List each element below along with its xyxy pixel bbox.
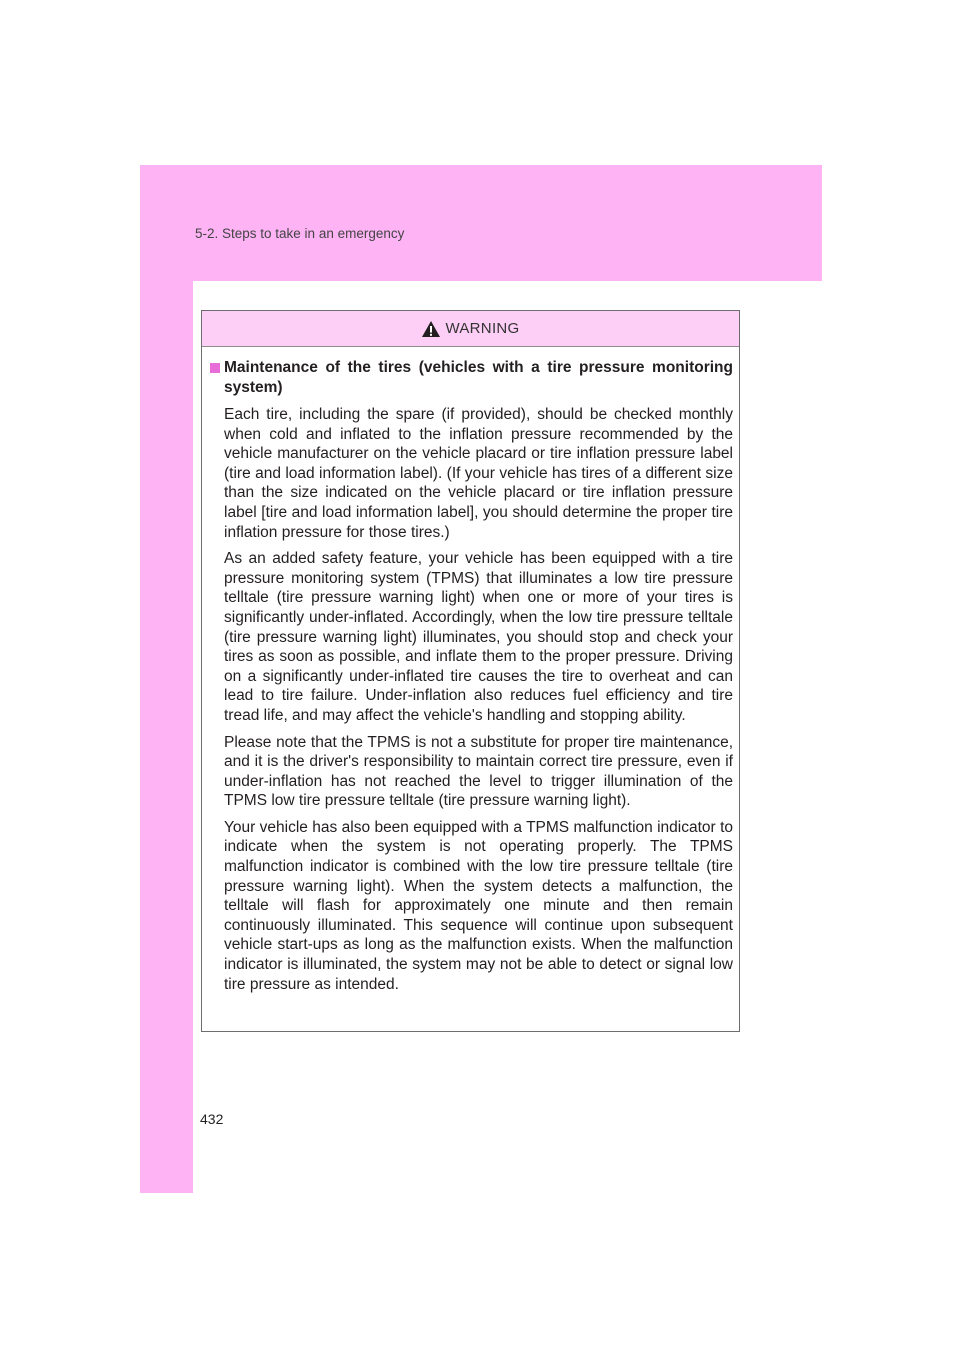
warning-paragraph: Please note that the TPMS is not a substitute for proper tire maintenance, and it is the driver's responsibility to maintain correct tire pressure, even if under-inflation has not reached the level to trigger illumination of the TPMS low tire pressure telltale (tire pressure warning light). — [224, 733, 733, 810]
warning-paragraph: Each tire, including the spare (if provided), should be checked monthly when cold and inflated to the inflation pressure recommended by the vehicle manufacturer on the vehicle placard or tire inflation pressure label (tire and load information label). (If your vehicle has tires of a different size than the size indicated on the vehicle placard or tire inflation pressure label [tire and load information label], you should determine the proper tire inflation pressure for those tires.) — [224, 406, 733, 541]
heading-text: Maintenance of the tires (vehicles with a tire pressure monitoring system) — [224, 359, 733, 396]
warning-item-heading — [210, 358, 733, 398]
square-bullet-icon — [210, 363, 220, 373]
page-number: 432 — [200, 1111, 224, 1127]
warning-label: WARNING — [445, 320, 520, 337]
warning-paragraph: Your vehicle has also been equipped with a TPMS malfunction indicator to indicate when the system is not operating properly. The TPMS malfunction indicator is combined with the low tire pressure telltale (tire pressure warning light). When the system detects a malfunction, the telltale will flash for approximately one minute and then remain continuously illuminated. This sequence will continue upon subsequent vehicle start-ups as long as the malfunction exists. When the malfunction indicator is illuminated, the system may not be able to detect or signal low tire pressure as intended. — [224, 818, 733, 993]
warning-paragraph: As an added safety feature, your vehicle has been equipped with a tire pressure monitoring system (TPMS) that illuminates a low tire pressure telltale (tire pressure warning light) when one or more of your tires is significantly under-inflated. Accordingly, when the low tire pressure telltale (tire pressure warning light) illuminates, you should stop and check your tires as soon as possible, and inflate them to the proper pressure. Driving on a significantly under-inflated tire causes the tire to overheat and can lead to tire failure. Under-inflation also reduces fuel efficiency and tire tread life, and may affect the vehicle's handling and stopping ability. — [224, 550, 733, 724]
warning-body — [202, 347, 739, 994]
section-title: 5-2. Steps to take in an emergency — [195, 226, 405, 241]
chapter-header-band — [140, 165, 822, 281]
warning-box — [201, 310, 740, 1032]
warning-header — [202, 311, 739, 347]
chapter-side-strip — [140, 281, 193, 1193]
warning-triangle-icon — [421, 320, 441, 338]
